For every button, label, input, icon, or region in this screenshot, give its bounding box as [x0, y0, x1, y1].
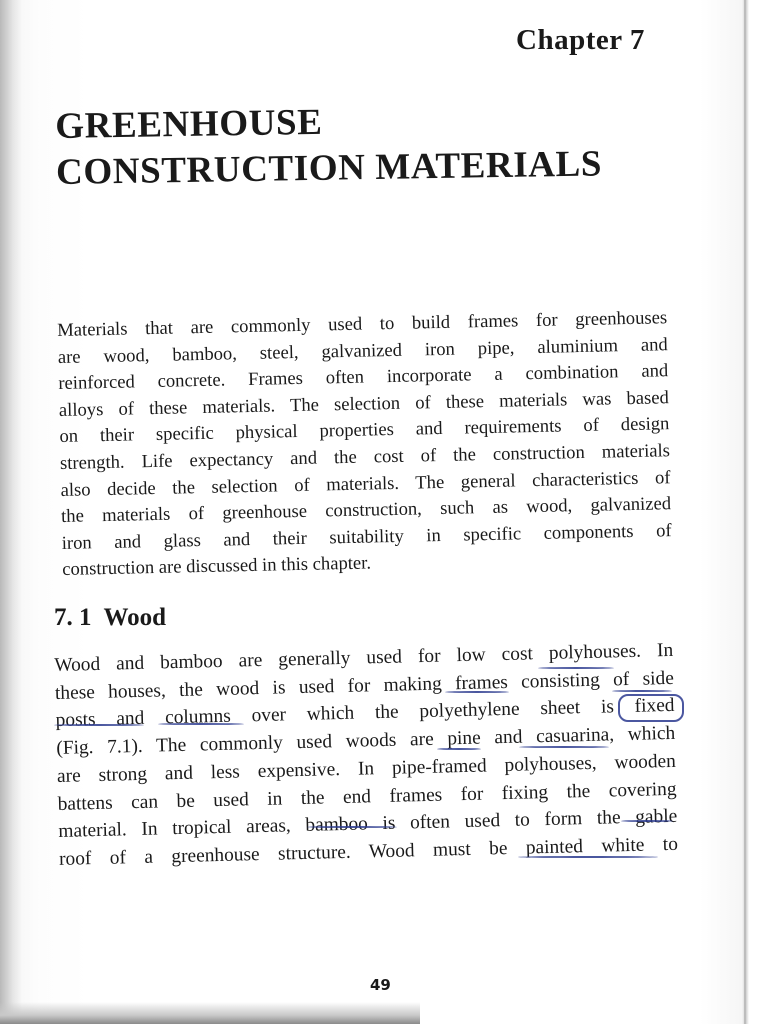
wood-line: material. In tropical areas, bamboo is often used to form the gable — [58, 806, 678, 843]
pen-underline — [158, 723, 244, 725]
chapter-title-line: CONSTRUCTION MATERIALS — [55, 143, 603, 193]
intro-line: reinforced concrete. Frames often incorporate a combination and — [58, 360, 669, 395]
pen-underline — [519, 746, 609, 748]
intro-line: are wood, bamboo, steel, galvanized iron pipe, aluminium and — [57, 333, 668, 368]
page-edge — [744, 0, 746, 1024]
intro-line: iron and glass and their suitability in specific components of — [61, 519, 672, 554]
section-number: 7. 1 — [54, 604, 92, 631]
pen-circle — [618, 694, 684, 722]
wood-line: battens can be used in the end frames for fixing the covering — [57, 778, 677, 815]
pen-underline — [54, 724, 144, 726]
wood-line: Wood and bamboo are generally used for low cost polyhouses. In — [54, 639, 674, 676]
wood-paragraph — [54, 637, 678, 874]
chapter-title — [55, 95, 602, 196]
intro-line: on their specific physical properties and requirements of design — [59, 413, 670, 448]
wood-line: (Fig. 7.1). The commonly used woods are pine and casuarina, which — [56, 722, 676, 760]
pen-underline — [518, 856, 658, 858]
pen-underline — [307, 826, 397, 828]
chapter-label: Chapter 7 — [516, 24, 645, 56]
pen-underline — [612, 690, 672, 692]
binding-shadow — [0, 0, 22, 1024]
wood-line: posts and columns over which the polyethylene sheet is fixed — [55, 695, 675, 732]
wood-line: these houses, the wood is used for making frames consisting of side — [54, 667, 675, 704]
pen-underline — [621, 820, 673, 822]
section-heading — [54, 604, 166, 632]
intro-line: construction are discussed in this chapter. — [62, 552, 372, 581]
section-title: Wood — [103, 604, 167, 631]
intro-line: also decide the selection of materials. The general characteristics of — [60, 466, 671, 501]
intro-line: Materials that are commonly used to build frames for greenhouses — [57, 307, 668, 341]
wood-line: roof of a greenhouse structure. Wood must be painted white to — [58, 833, 679, 870]
bottom-shadow — [0, 1002, 420, 1024]
pen-underline — [445, 691, 509, 693]
page-number: 49 — [370, 976, 391, 994]
pen-underline — [437, 748, 481, 750]
intro-paragraph — [57, 305, 672, 584]
wood-line: are strong and less expensive. In pipe-framed polyhouses, wooden — [56, 750, 677, 787]
pen-underline — [538, 667, 614, 669]
chapter-title-line: GREENHOUSE — [55, 101, 323, 147]
intro-line: alloys of these materials. The selection of these materials was based — [58, 386, 670, 421]
intro-line: the materials of greenhouse construction, such as wood, galvanized — [60, 493, 672, 528]
intro-line: strength. Life expectancy and the cost of the construction materials — [59, 440, 671, 474]
